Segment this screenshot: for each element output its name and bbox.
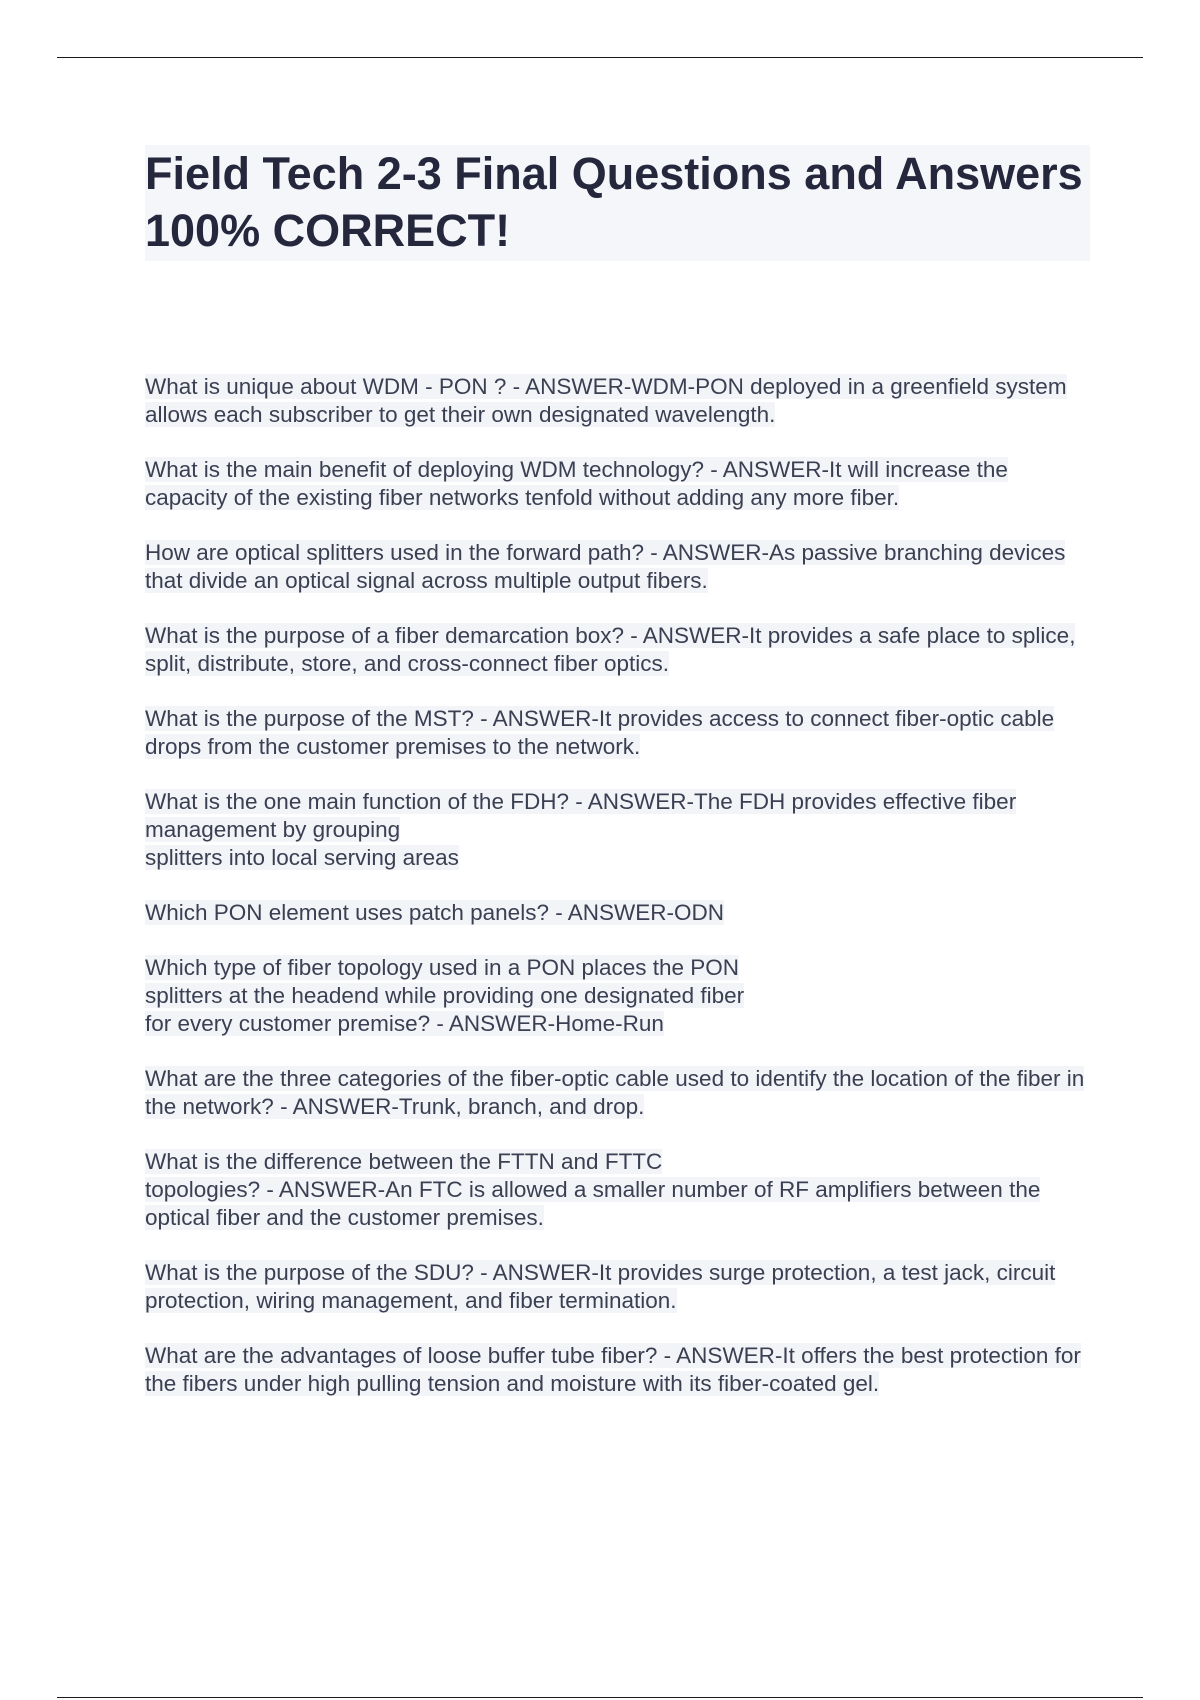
document-title: Field Tech 2-3 Final Questions and Answers 100% CORRECT! (145, 145, 1090, 261)
qa-text: What are the three categories of the fiber-optic cable used to identify the location of the fiber in the network? - ANSWER-Trunk, branch, and drop. (145, 1066, 1085, 1119)
qa-item (145, 622, 1090, 678)
bottom-rule (57, 1697, 1143, 1698)
qa-text: What is the purpose of the SDU? - ANSWER-It provides surge protection, a test jack, circuit protection, wiring management, and fiber termination. (145, 1260, 1056, 1313)
qa-text: What are the advantages of loose buffer tube fiber? - ANSWER-It offers the best protection for the fibers under high pulling tension and moisture with its fiber-coated gel. (145, 1343, 1081, 1396)
qa-text: How are optical splitters used in the forward path? - ANSWER-As passive branching devices that divide an optical signal across multiple output fibers. (145, 540, 1066, 593)
qa-text: What is the purpose of the MST? - ANSWER-It provides access to connect fiber-optic cable drops from the customer premises to the network. (145, 706, 1055, 759)
qa-item (145, 539, 1090, 595)
qa-item (145, 456, 1090, 512)
qa-item (145, 373, 1090, 429)
qa-text: Which PON element uses patch panels? - ANSWER-ODN (145, 900, 724, 925)
qa-text: What is the main benefit of deploying WDM technology? - ANSWER-It will increase the capacity of the existing fiber networks tenfold without adding any more fiber. (145, 457, 1008, 510)
qa-item (145, 1065, 1090, 1121)
qa-text: What is the one main function of the FDH? - ANSWER-The FDH provides effective fiber management by grouping splitters into local serving areas (145, 789, 1017, 870)
qa-item (145, 899, 1090, 927)
qa-text: What is the difference between the FTTN and FTTC topologies? - ANSWER-An FTC is allowed a smaller number of RF amplifiers between the optical fiber and the customer premises. (145, 1149, 1041, 1230)
qa-item (145, 1148, 1090, 1232)
qa-text: What is unique about WDM - PON ? - ANSWER-WDM-PON deployed in a greenfield system allows each subscriber to get their own designated wavelength. (145, 374, 1067, 427)
qa-text: Which type of fiber topology used in a PON places the PON splitters at the headend while providing one designated fiber for every customer premise? - ANSWER-Home-Run (145, 955, 745, 1036)
qa-text: What is the purpose of a fiber demarcation box? - ANSWER-It provides a safe place to splice, split, distribute, store, and cross-connect fiber optics. (145, 623, 1076, 676)
document-body (145, 145, 1090, 1425)
qa-list (145, 373, 1090, 1398)
qa-item (145, 788, 1090, 872)
qa-item (145, 1259, 1090, 1315)
qa-item (145, 1342, 1090, 1398)
qa-item (145, 954, 1090, 1038)
top-rule (57, 57, 1143, 58)
qa-item (145, 705, 1090, 761)
